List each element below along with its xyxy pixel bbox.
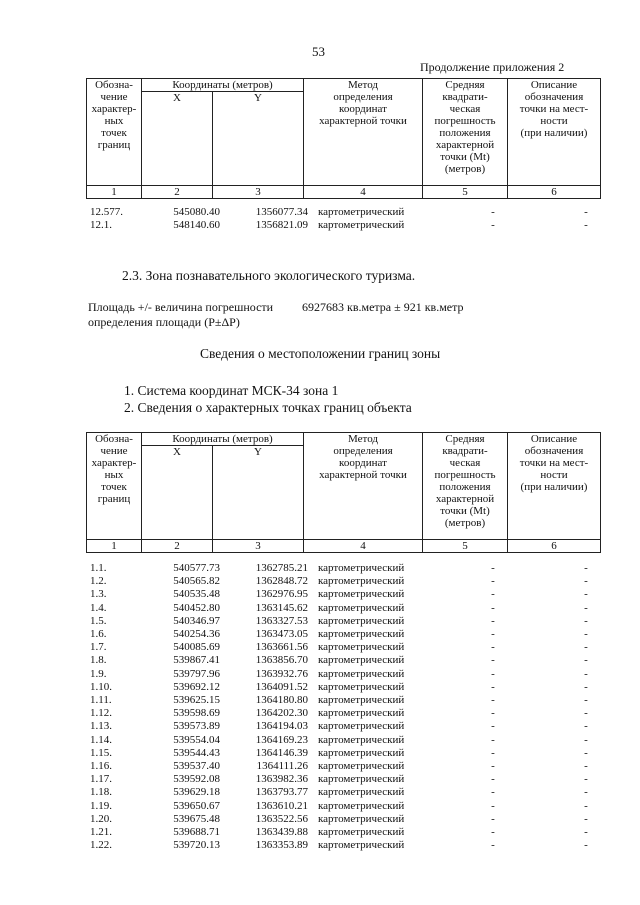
description: - <box>584 588 588 601</box>
header-line: Обозна- <box>95 433 133 445</box>
header-line: точки на мест- <box>519 103 589 115</box>
point-id: 1.17. <box>90 773 112 786</box>
header-line: чение <box>100 91 128 103</box>
table-row <box>90 641 634 654</box>
header-line: границ <box>97 139 131 151</box>
description: - <box>584 562 588 574</box>
method: картометрический <box>318 680 405 693</box>
col-num: 3 <box>213 186 304 199</box>
header-method <box>304 433 423 540</box>
coord-y: 1363932.76 <box>255 667 308 680</box>
description: - <box>584 720 588 733</box>
method: картометрический <box>318 786 405 799</box>
coord-x: 539625.15 <box>173 694 220 707</box>
table-row <box>90 654 634 667</box>
header-line: положения <box>439 481 491 493</box>
table-row <box>90 786 634 799</box>
header-line: Обозна- <box>95 79 133 91</box>
point-id: 1.14. <box>90 733 112 746</box>
table-row <box>90 588 634 601</box>
method: картометрический <box>318 826 405 839</box>
coord-x: 539720.13 <box>173 839 220 852</box>
error-value: - <box>491 826 495 839</box>
coord-y: 1363661.56 <box>255 641 308 654</box>
table2-body <box>90 562 634 852</box>
coord-y: 1362848.72 <box>255 575 308 588</box>
header-line: характер- <box>91 103 137 115</box>
coord-y: 1364146.39 <box>255 746 308 759</box>
header-error <box>423 79 508 186</box>
header-line: ных <box>104 115 124 127</box>
col-num: 4 <box>304 540 423 553</box>
description: - <box>584 614 588 627</box>
table-row <box>90 720 634 733</box>
description: - <box>584 601 588 614</box>
error-value: - <box>491 799 495 812</box>
header-line: ческая <box>449 457 481 469</box>
header-line: точек <box>101 127 127 139</box>
coord-y: 1364202.30 <box>255 707 308 720</box>
info-list <box>124 382 412 416</box>
header-line: Описание <box>530 79 578 91</box>
table-row <box>90 813 634 826</box>
coord-y: 1364111.26 <box>256 760 308 773</box>
col-num: 2 <box>142 540 213 553</box>
error-value: - <box>491 839 495 852</box>
error-value: - <box>491 680 495 693</box>
description: - <box>584 694 588 707</box>
header-designation <box>87 433 142 540</box>
header-line: Описание <box>530 433 578 445</box>
area-label <box>88 300 273 330</box>
header-line: характер- <box>91 457 137 469</box>
error-value: - <box>491 614 495 627</box>
error-value: - <box>491 720 495 733</box>
header-line: координат <box>339 457 387 469</box>
header-line: ности <box>540 469 568 481</box>
table-row <box>90 694 634 707</box>
header-x: X <box>142 92 213 186</box>
method: картометрический <box>318 641 405 654</box>
coord-y: 1364091.52 <box>255 680 308 693</box>
header-line: (метров) <box>444 517 486 529</box>
coord-y: 1363856.70 <box>255 654 308 667</box>
header-line: характерной <box>435 493 495 505</box>
error-value: - <box>491 694 495 707</box>
coord-y: 1363522.56 <box>255 812 308 825</box>
method: картометрический <box>318 733 405 746</box>
header-line: границ <box>97 493 131 505</box>
method: картометрический <box>318 575 405 588</box>
point-id: 12.1. <box>90 219 112 232</box>
point-id: 1.19. <box>90 799 112 812</box>
header-line: ных <box>104 469 124 481</box>
header-num-row <box>87 540 601 553</box>
coord-x: 540565.82 <box>173 575 220 588</box>
coord-x: 539592.08 <box>173 773 220 786</box>
header-line: точки (Mt) <box>440 151 490 163</box>
point-id: 1.13. <box>90 720 112 733</box>
description: - <box>584 799 588 812</box>
col-num: 5 <box>423 186 508 199</box>
error-value: - <box>491 786 495 799</box>
table-row <box>90 773 634 786</box>
header-line: (при наличии) <box>520 481 588 493</box>
description: - <box>584 839 588 852</box>
description: - <box>584 654 588 667</box>
coord-x: 539554.04 <box>173 733 220 746</box>
list-item: 1. Система координат МСК-34 зона 1 <box>124 383 339 398</box>
header-line: характерной точки <box>319 469 407 481</box>
error-value: - <box>491 812 495 825</box>
table-row <box>90 839 634 852</box>
header-line: квадрати- <box>442 445 488 457</box>
coord-x: 539692.12 <box>173 680 220 693</box>
coord-y: 1363610.21 <box>255 799 308 812</box>
header-line: определения <box>333 445 393 457</box>
error-value: - <box>491 601 495 614</box>
point-id: 1.12. <box>90 707 112 720</box>
header-line: погрешность <box>434 115 496 127</box>
error-value: - <box>491 562 495 574</box>
error-value: - <box>491 707 495 720</box>
header-line: Средняя <box>445 433 485 445</box>
header-line: точки (Mt) <box>440 505 490 517</box>
table-row <box>90 219 634 232</box>
continuation-note: Продолжение приложения 2 <box>420 60 565 74</box>
description: - <box>584 826 588 839</box>
table-row <box>90 826 634 839</box>
section-title: Сведения о местоположении границ зоны <box>200 346 441 361</box>
header-line: координат <box>339 103 387 115</box>
point-id: 1.16. <box>90 760 112 773</box>
error-value: - <box>491 773 495 786</box>
header-desc <box>508 433 601 540</box>
coord-y: 1356821.09 <box>255 219 308 232</box>
point-id: 1.8. <box>90 654 107 667</box>
point-id: 1.22. <box>90 839 112 852</box>
error-value: - <box>491 219 495 232</box>
header-line: чение <box>100 445 128 457</box>
header-line: обозначения <box>524 91 584 103</box>
point-id: 1.15. <box>90 746 112 759</box>
header-y: Y <box>213 92 304 186</box>
description: - <box>584 206 588 218</box>
coord-x: 539573.89 <box>173 720 220 733</box>
table-row <box>90 206 634 219</box>
page-number: 53 <box>312 44 325 59</box>
table-row <box>90 668 634 681</box>
method: картометрический <box>318 614 405 627</box>
error-value: - <box>491 667 495 680</box>
header-coords: Координаты (метров) <box>142 433 304 446</box>
header-line: обозначения <box>524 445 584 457</box>
method: картометрический <box>318 707 405 720</box>
list-item: 2. Сведения о характерных точках границ объекта <box>124 400 412 415</box>
point-id: 1.18. <box>90 786 112 799</box>
error-value: - <box>491 206 495 218</box>
error-value: - <box>491 746 495 759</box>
coord-y: 1363473.05 <box>255 628 308 641</box>
point-id: 1.2. <box>90 575 107 588</box>
coord-x: 539797.96 <box>173 667 220 680</box>
table-row <box>90 734 634 747</box>
header-line: (метров) <box>444 163 486 175</box>
error-value: - <box>491 588 495 601</box>
col-num: 1 <box>87 540 142 553</box>
method: картометрический <box>318 562 405 574</box>
header-line: определения <box>333 91 393 103</box>
method: картометрический <box>318 746 405 759</box>
coord-x: 539675.48 <box>173 812 220 825</box>
error-value: - <box>491 575 495 588</box>
area-label-line: определения площади (P±ΔP) <box>88 315 240 329</box>
header-line: точки на мест- <box>519 457 589 469</box>
table-row <box>90 562 634 575</box>
method: картометрический <box>318 694 405 707</box>
table-row <box>90 602 634 615</box>
coord-x: 540346.97 <box>173 614 220 627</box>
coord-y: 1363353.89 <box>255 839 308 852</box>
coord-y: 1363145.62 <box>255 601 308 614</box>
error-value: - <box>491 760 495 773</box>
coord-y: 1364180.80 <box>255 694 308 707</box>
description: - <box>584 746 588 759</box>
coord-x: 539629.18 <box>173 786 220 799</box>
point-id: 1.4. <box>90 601 107 614</box>
coord-x: 539650.67 <box>173 799 220 812</box>
coord-x: 540535.48 <box>173 588 220 601</box>
point-id: 12.577. <box>90 206 123 218</box>
header-error <box>423 433 508 540</box>
header-line: характерной <box>435 139 495 151</box>
description: - <box>584 812 588 825</box>
header-y: Y <box>213 446 304 540</box>
header-line: (при наличии) <box>520 127 588 139</box>
table-row <box>90 681 634 694</box>
table1-header <box>86 78 601 199</box>
area-value: 6927683 кв.метра ± 921 кв.метр <box>302 300 464 314</box>
coord-x: 540085.69 <box>173 641 220 654</box>
header-line: характерной точки <box>319 115 407 127</box>
header-x: X <box>142 446 213 540</box>
table-row <box>90 760 634 773</box>
col-num: 3 <box>213 540 304 553</box>
header-line: Метод <box>348 433 378 445</box>
description: - <box>584 575 588 588</box>
error-value: - <box>491 641 495 654</box>
header-line: точек <box>101 481 127 493</box>
method: картометрический <box>318 773 405 786</box>
coord-y: 1363327.53 <box>255 614 308 627</box>
point-id: 1.9. <box>90 667 107 680</box>
description: - <box>584 219 588 232</box>
description: - <box>584 773 588 786</box>
method: картометрический <box>318 812 405 825</box>
table-row <box>90 628 634 641</box>
point-id: 1.10. <box>90 680 112 693</box>
header-line: ческая <box>449 103 481 115</box>
coord-x: 539598.69 <box>173 707 220 720</box>
coord-y: 1364194.03 <box>255 720 308 733</box>
coord-x: 539537.40 <box>173 760 220 773</box>
method: картометрический <box>318 628 405 641</box>
description: - <box>584 628 588 641</box>
col-num: 5 <box>423 540 508 553</box>
coord-x: 539688.71 <box>173 826 220 839</box>
point-id: 1.1. <box>90 562 107 574</box>
coord-y: 1363793.77 <box>255 786 308 799</box>
point-id: 1.6. <box>90 628 107 641</box>
header-designation <box>87 79 142 186</box>
header-desc <box>508 79 601 186</box>
table-row <box>90 747 634 760</box>
point-id: 1.7. <box>90 641 107 654</box>
header-line: положения <box>439 127 491 139</box>
coord-y: 1363439.88 <box>255 826 308 839</box>
method: картометрический <box>318 720 405 733</box>
method: картометрический <box>318 219 405 232</box>
coord-y: 1362976.95 <box>255 588 308 601</box>
coord-y: 1364169.23 <box>255 733 308 746</box>
header-method <box>304 79 423 186</box>
table-row <box>90 800 634 813</box>
point-id: 1.5. <box>90 614 107 627</box>
method: картометрический <box>318 667 405 680</box>
coord-x: 548140.60 <box>173 219 220 232</box>
coord-y: 1362785.21 <box>255 562 308 574</box>
header-line: квадрати- <box>442 91 488 103</box>
point-id: 1.20. <box>90 812 112 825</box>
method: картометрический <box>318 799 405 812</box>
point-id: 1.3. <box>90 588 107 601</box>
method: картометрический <box>318 588 405 601</box>
method: картометрический <box>318 601 405 614</box>
point-id: 1.21. <box>90 826 112 839</box>
area-label-line: Площадь +/- величина погрешности <box>88 300 274 314</box>
table-row <box>90 707 634 720</box>
header-coords: Координаты (метров) <box>142 79 304 92</box>
description: - <box>584 760 588 773</box>
col-num: 6 <box>508 540 601 553</box>
coord-y: 1356077.34 <box>255 206 308 218</box>
col-num: 1 <box>87 186 142 199</box>
coord-x: 539867.41 <box>173 654 220 667</box>
coord-x: 545080.40 <box>173 206 220 218</box>
header-line: Метод <box>348 79 378 91</box>
table-row <box>90 575 634 588</box>
coord-x: 539544.43 <box>173 746 220 759</box>
description: - <box>584 707 588 720</box>
error-value: - <box>491 654 495 667</box>
description: - <box>584 641 588 654</box>
method: картометрический <box>318 654 405 667</box>
col-num: 4 <box>304 186 423 199</box>
method: картометрический <box>318 839 405 852</box>
col-num: 6 <box>508 186 601 199</box>
coord-x: 540577.73 <box>173 562 220 574</box>
coord-x: 540254.36 <box>173 628 220 641</box>
error-value: - <box>491 733 495 746</box>
header-num-row <box>87 186 601 199</box>
coord-y: 1363982.36 <box>255 773 308 786</box>
table1-body <box>90 206 634 232</box>
header-line: Средняя <box>445 79 485 91</box>
zone-title: 2.3. Зона познавательного экологического туризма. <box>122 268 416 283</box>
table-row <box>90 615 634 628</box>
col-num: 2 <box>142 186 213 199</box>
point-id: 1.11. <box>90 694 112 707</box>
error-value: - <box>491 628 495 641</box>
description: - <box>584 733 588 746</box>
description: - <box>584 680 588 693</box>
header-line: ности <box>540 115 568 127</box>
description: - <box>584 786 588 799</box>
table2-header <box>86 432 601 553</box>
header-line: погрешность <box>434 469 496 481</box>
method: картометрический <box>318 760 405 773</box>
method: картометрический <box>318 206 405 218</box>
description: - <box>584 667 588 680</box>
coord-x: 540452.80 <box>173 601 220 614</box>
